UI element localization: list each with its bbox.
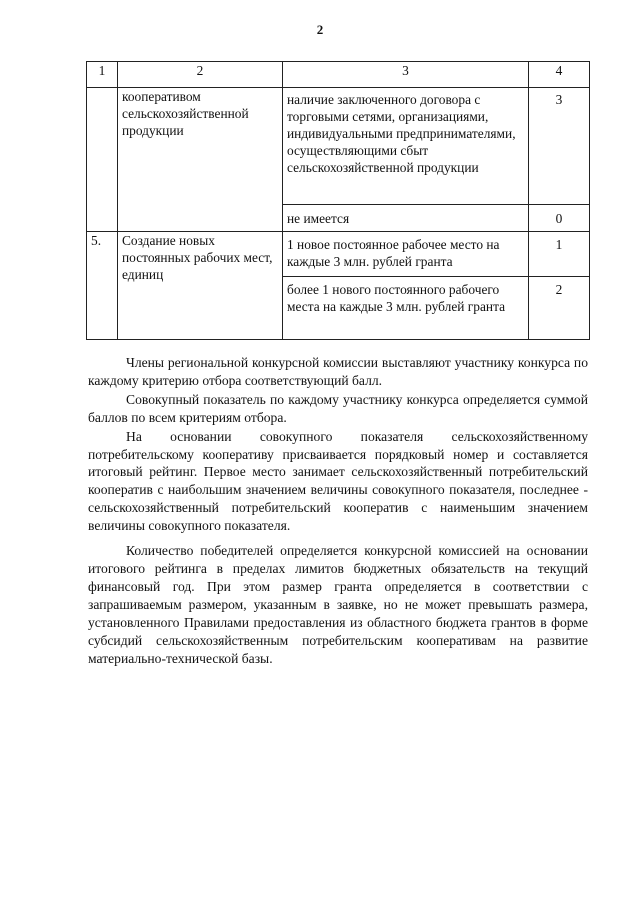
- condition-cell: не имеется: [283, 205, 529, 232]
- paragraph: Совокупный показатель по каждому участнику конкурса определяется суммой баллов по всем критериям отбора.: [88, 391, 588, 425]
- row-number-cell: [87, 88, 118, 232]
- row-number-cell: 5.: [87, 232, 118, 340]
- table-header-row: [87, 62, 590, 88]
- criterion-cell: кооперативом сельскохозяйственной продукции: [118, 88, 283, 232]
- score-cell: 1: [529, 232, 590, 277]
- header-cell: 3: [283, 62, 529, 88]
- condition-cell: более 1 нового постоянного рабочего места на каждые 3 млн. рублей гранта: [283, 277, 529, 340]
- header-cell: 2: [118, 62, 283, 88]
- score-cell: 3: [529, 88, 590, 205]
- table-row: [87, 232, 590, 277]
- page-number: 2: [316, 22, 324, 37]
- condition-cell: наличие заключенного договора с торговыми сетями, организациями, индивидуальными предпринимателями, осуществляющими сбыт сельскохозяйственной продукции: [283, 88, 529, 205]
- criterion-cell: Создание новых постоянных рабочих мест, единиц: [118, 232, 283, 340]
- paragraph: Члены региональной конкурсной комиссии выставляют участнику конкурса по каждому критерию отбора соответствующий балл.: [88, 355, 588, 388]
- condition-cell: 1 новое постоянное рабочее место на каждые 3 млн. рублей гранта: [283, 232, 529, 277]
- table-row: [87, 88, 590, 205]
- header-cell: 1: [87, 62, 118, 88]
- header-cell: 4: [529, 62, 590, 88]
- criteria-table: [86, 61, 590, 340]
- score-cell: 2: [529, 277, 590, 340]
- body-text: [88, 354, 588, 668]
- score-cell: 0: [529, 205, 590, 232]
- paragraph: На основании совокупного показателя сельскохозяйственному потребительскому кооперативу присваивается порядковый номер и составляется итоговый рейтинг. Первое место занимает сельскохозяйственный потребительский кооператив с наибольшим значением величины совокупного показателя, последнее - сельскохозяйственный потребительский кооператив с наименьшим значением величины совокупного показателя.: [88, 428, 588, 534]
- paragraph: Количество победителей определяется конкурсной комиссией на основании итогового рейтинга в пределах лимитов бюджетных обязательств на текущий финансовый год. При этом размер гранта определяется в соответствии с запрашиваемым размером, указанным в заявке, но не может превышать размера, установленного Правилами предоставления из областного бюджета грантов в форме субсидий сельскохозяйственным потребительским кооперативам на развитие материально-технической базы.: [88, 543, 588, 666]
